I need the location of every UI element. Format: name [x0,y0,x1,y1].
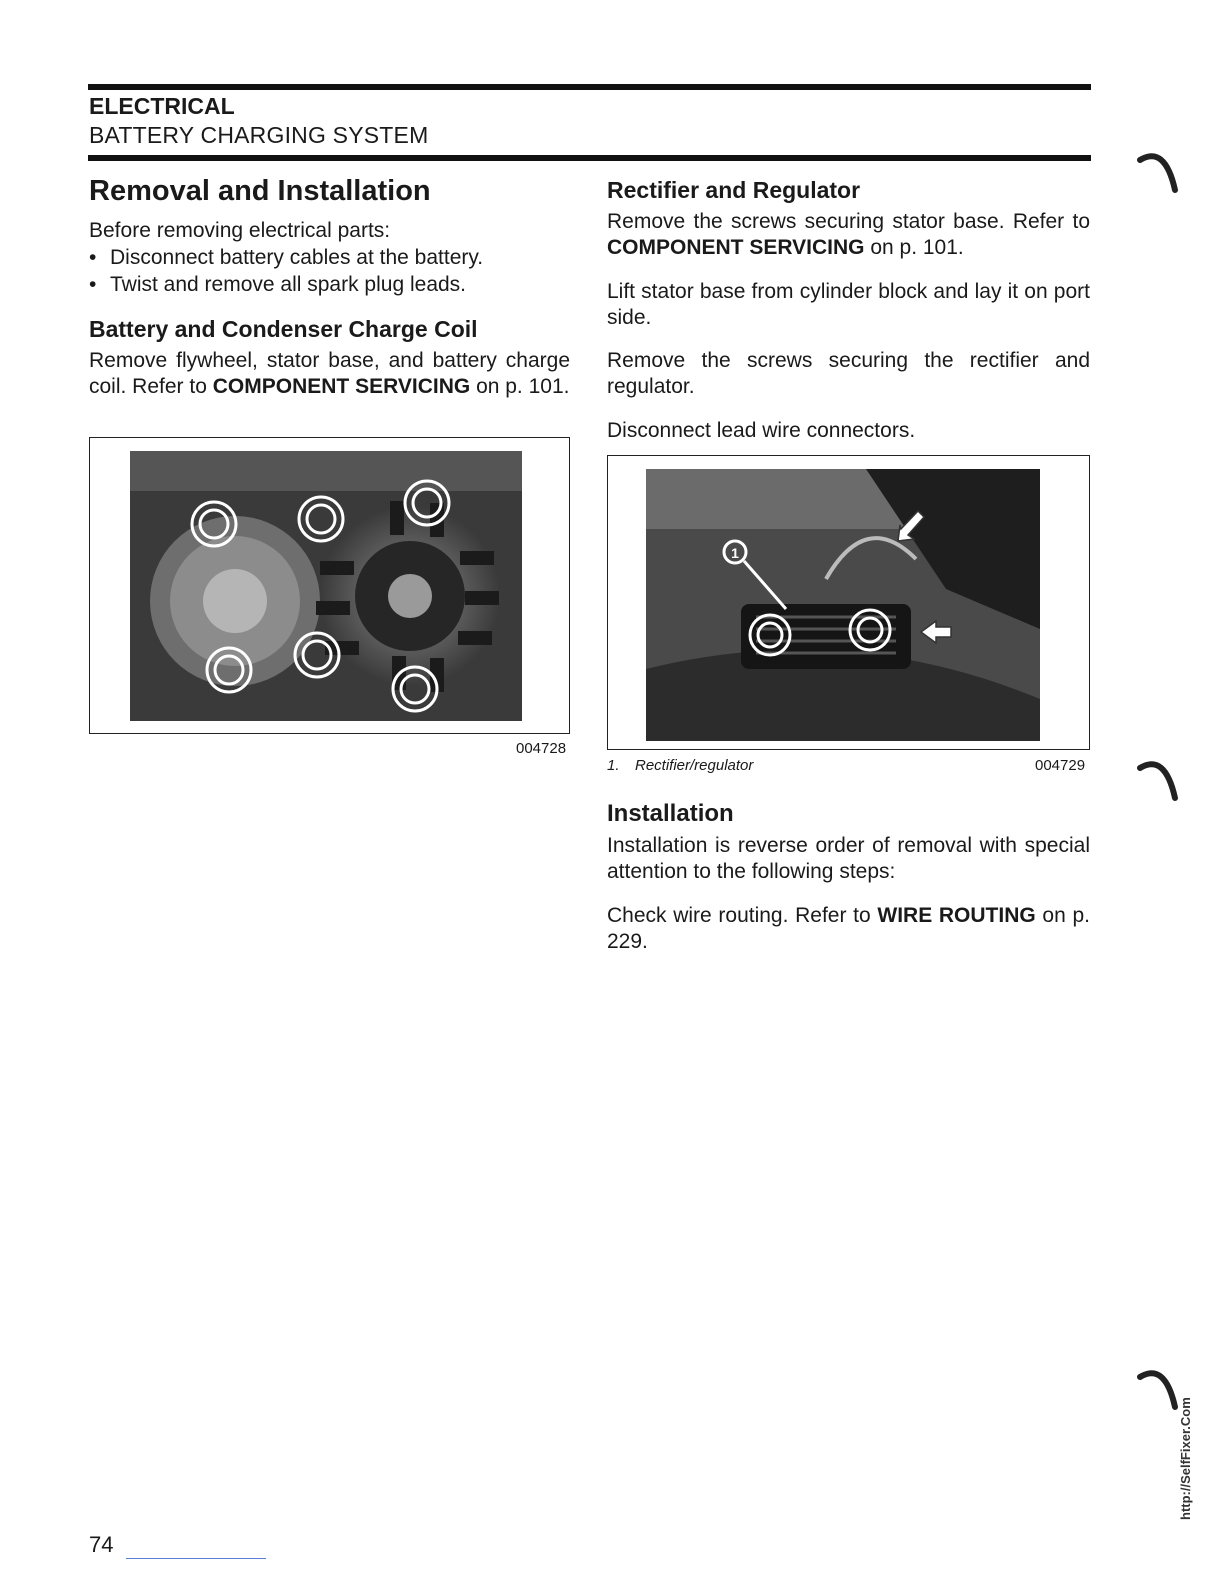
watermark-text: http://SelfFixer.Com [1178,1397,1193,1520]
rectifier-paragraph-1 [607,209,1090,261]
figure-stator [89,437,570,734]
para-text: on p. 101. [870,236,964,259]
binder-hook-mark [1135,753,1195,813]
binder-hook-mark [1135,145,1195,205]
wire-routing-paragraph [607,903,1090,955]
subsection-title: BATTERY CHARGING SYSTEM [89,122,429,148]
installation-paragraph: Installation is reverse order of removal with special attention to the following steps: [607,834,1090,883]
rectifier-illustration [646,469,1040,741]
list-item: • Disconnect battery cables at the battery. [89,244,569,271]
para-text: on p. 101. [476,375,570,398]
stator-photo [130,451,522,721]
figure-number: 004728 [516,740,567,757]
figure-caption-number: 1. [607,757,620,774]
bottom-divider [126,1558,266,1559]
page-title: Removal and Installation [89,175,431,207]
figure-rectifier [607,455,1090,750]
para-text: Remove flywheel, stator base, and battery charge coil. Refer to [89,349,570,398]
stator-illustration [130,451,522,721]
rectifier-paragraph-4: Disconnect lead wire connectors. [607,419,916,442]
rectifier-paragraph-2: Lift stator base from cylinder block and lay it on port side. [607,280,1090,329]
rectifier-paragraph-3: Remove the screws securing the rectifier and regulator. [607,349,1090,398]
callout-number: 1 [731,545,739,561]
heading-rectifier-regulator: Rectifier and Regulator [607,177,861,203]
page-number: 74 [89,1532,114,1557]
bullet-list [89,244,569,298]
intro-text: Before removing electrical parts: [89,219,391,242]
heading-installation: Installation [607,800,734,827]
section-title: ELECTRICAL [89,93,235,119]
cross-reference: WIRE ROUTING [877,904,1036,927]
cross-reference: COMPONENT SERVICING [212,375,471,398]
header-rule-top [88,84,1091,90]
list-item: • Twist and remove all spark plug leads. [89,271,569,298]
charge-coil-paragraph [89,348,570,400]
para-text: Check wire routing. Refer to [607,904,871,927]
para-text: on p. 229. [607,904,1090,953]
header-rule-bottom [88,155,1091,161]
subheading-charge-coil: Battery and Condenser Charge Coil [89,316,478,342]
para-text: Remove the screws securing stator base. Refer to [607,210,1090,233]
rectifier-photo [646,469,1040,741]
figure-caption: Rectifier/regulator [635,757,754,774]
figure-number: 004729 [1035,757,1086,774]
cross-reference: COMPONENT SERVICING [607,236,865,259]
